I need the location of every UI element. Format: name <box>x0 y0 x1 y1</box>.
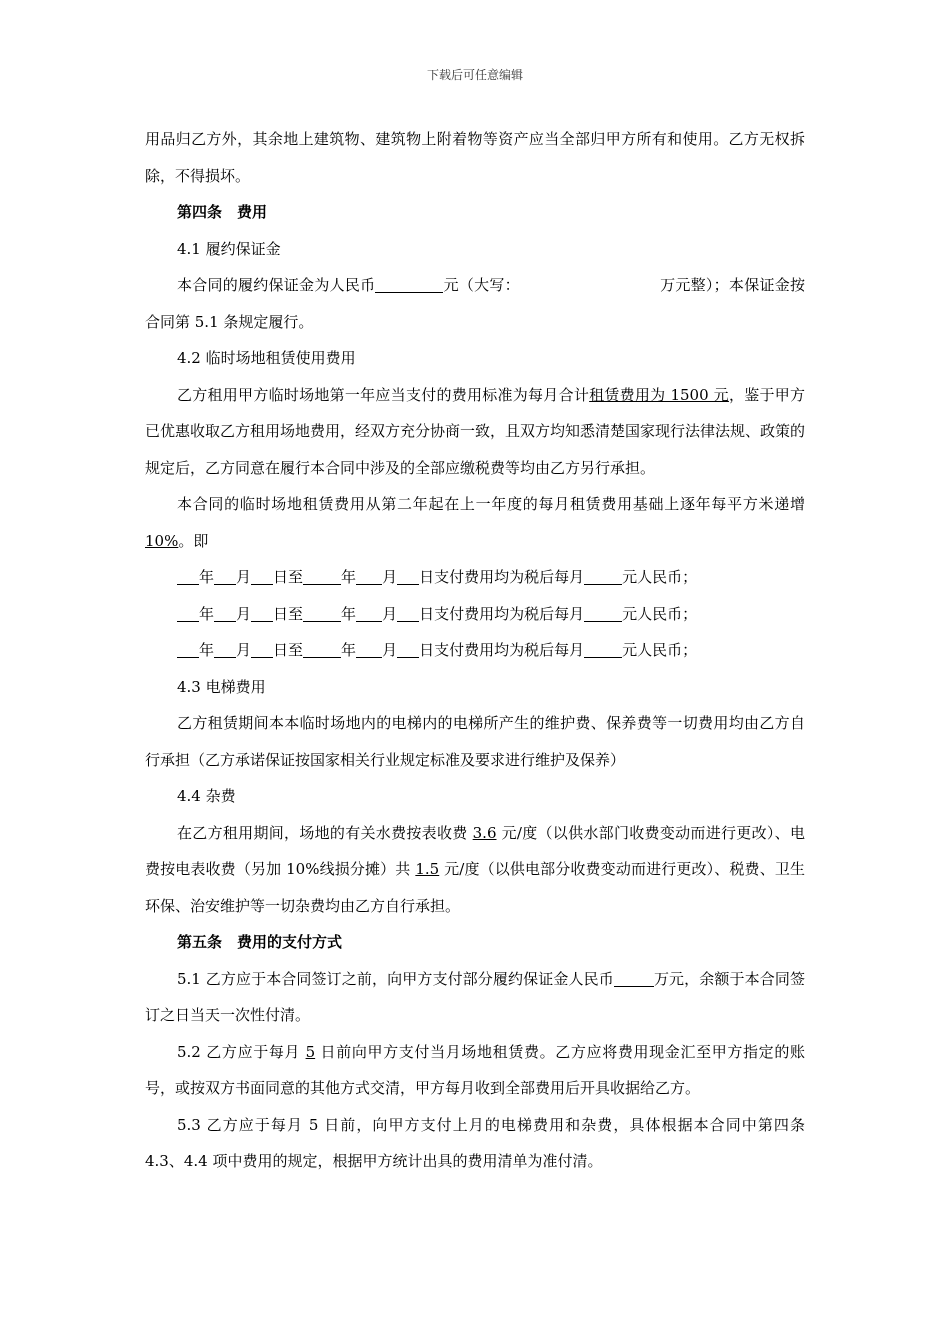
amount-blank <box>375 275 443 293</box>
section-5-2-text: 5.2 乙方应于每月 5 日前向甲方支付当月场地租赁费。乙方应将费用现金汇至甲方指定的账号，或按双方书面同意的其他方式交清，甲方每月收到全部费用后开具收据给乙方。 <box>145 1042 805 1097</box>
paragraph-continuation: 用品归乙方外，其余地上建筑物、建筑物上附着物等资产应当全部归甲方所有和使用。乙方无权拆除，不得损坏。 <box>145 130 805 185</box>
section-4-3-title: 4.3 电梯费用 <box>177 677 266 696</box>
section-4-2-title: 4.2 临时场地租赁使用费用 <box>177 349 356 367</box>
section-4-4-title: 4.4 杂费 <box>177 787 236 805</box>
payment-schedule-line: 年 月 日至 年 月 日支付费用均为税后每月 元人民币； <box>145 559 805 596</box>
section-5-3-text: 5.3 乙方应于每月 5 日前，向甲方支付上月的电梯费用和杂费，具体根据本合同中第四条 4.3、4.4 项中费用的规定，根据甲方统计出具的费用清单为准付清。 <box>145 1115 805 1170</box>
payment-schedule-line: 年 月 日至 年 月 日支付费用均为税后每月 元人民币； <box>145 632 805 669</box>
section-4-1-title: 4.1 履约保证金 <box>177 239 281 258</box>
article-4-heading: 第四条 费用 <box>177 203 268 221</box>
page-header: 下载后可任意编辑 <box>426 68 523 82</box>
article-5-heading: 第五条 费用的支付方式 <box>177 933 343 951</box>
section-4-2-text-1: 乙方租用甲方临时场地第一年应当支付的费用标准为每月合计租赁费用为 1500 元，鉴于甲方已优惠收取乙方租用场地费用，经双方充分协商一致，且双方均知悉清楚国家现行法律法规、政策的规定后，乙方同意在履行本合同中涉及的全部应缴税费等均由乙方另行承担。 <box>145 385 806 477</box>
section-4-3-text: 乙方租赁期间本本临时场地内的电梯内的电梯所产生的维护费、保养费等一切费用均由乙方自行承担（乙方承诺保证按国家相关行业规定标准及要求进行维护及保养） <box>145 714 805 769</box>
section-4-2-text-2: 本合同的临时场地租赁费用从第二年起在上一年度的每月租赁费用基础上逐年每平方米递增10%。即 <box>145 495 805 550</box>
section-4-4-text: 在乙方租用期间，场地的有关水费按表收费 3.6 元/度（以供水部门收费变动而进行更改）、电费按电表收费（另加 10%线损分摊）共 1.5 元/度（以供电部分收费变动而进行更改）、税费、卫生环保、治安维护等一切杂费均由乙方自行承担。 <box>145 823 805 915</box>
payment-schedule-line: 年 月 日至 年 月 日支付费用均为税后每月 元人民币； <box>145 596 805 633</box>
section-4-1-text: 本合同的履约保证金为人民币 元（大写： 万元整）；本保证金按合同第 5.1 条规定履行。 <box>145 276 805 331</box>
section-5-1-text: 5.1 乙方应于本合同签订之前，向甲方支付部分履约保证金人民币 万元，余额于本合同签订之日当天一次性付清。 <box>145 969 805 1024</box>
document-body <box>145 121 805 1180</box>
amount-blank <box>614 969 654 987</box>
